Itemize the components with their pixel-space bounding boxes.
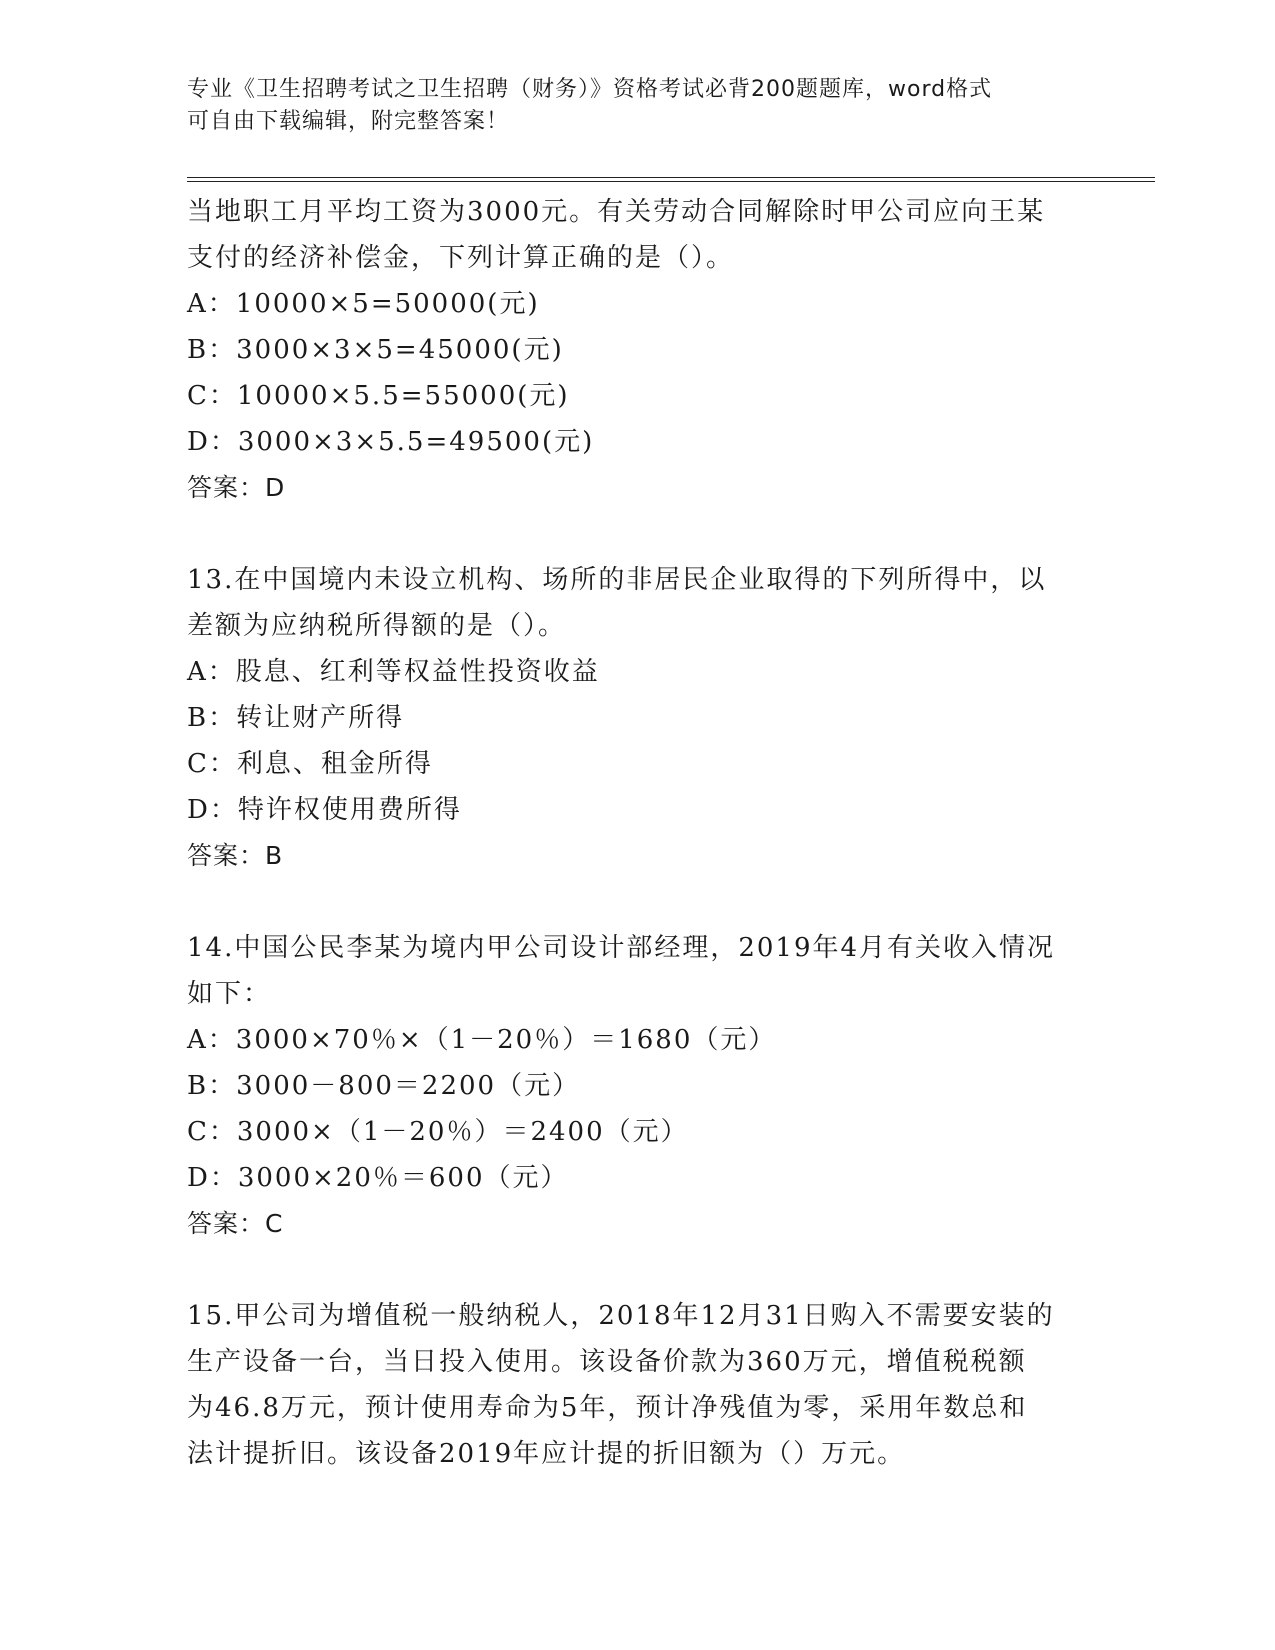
question-stem-line: 支付的经济补偿金，下列计算正确的是（）。 [187, 243, 735, 273]
option-a: A：3000×70％×（1－20％）＝1680（元） [187, 1025, 777, 1055]
option-a: A：10000×5=50000(元) [187, 289, 540, 319]
question-list [187, 189, 1087, 1477]
option-c: C：3000×（1－20％）＝2400（元） [187, 1117, 689, 1147]
option-b: B：3000×3×5=45000(元) [187, 335, 564, 365]
option-c: C：10000×5.5=55000(元) [187, 381, 570, 411]
header-divider [187, 177, 1155, 182]
question-15 [187, 1293, 1087, 1477]
answer-line: 答案：D [187, 473, 286, 502]
option-c: C：利息、租金所得 [187, 749, 433, 779]
spacer [187, 879, 1087, 925]
spacer [187, 511, 1087, 557]
header-line-2: 可自由下载编辑，附完整答案！ [187, 109, 510, 134]
spacer [187, 1247, 1087, 1293]
header-line-1: 专业《卫生招聘考试之卫生招聘（财务）》资格考试必背200题题库，word格式 [187, 77, 993, 102]
question-12 [187, 189, 1087, 511]
question-stem-line: 如下： [187, 979, 272, 1009]
page-header [187, 74, 1087, 138]
question-stem-line: 14.中国公民李某为境内甲公司设计部经理，2019年4月有关收入情况 [187, 933, 1056, 963]
option-b: B：转让财产所得 [187, 703, 405, 733]
question-stem-line: 15.甲公司为增值税一般纳税人，2018年12月31日购入不需要安装的 [187, 1301, 1055, 1331]
option-a: A：股息、红利等权益性投资收益 [187, 657, 600, 687]
question-stem-line: 生产设备一台，当日投入使用。该设备价款为360万元，增值税税额 [187, 1347, 1027, 1377]
question-stem-line: 法计提折旧。该设备2019年应计提的折旧额为（）万元。 [187, 1439, 906, 1469]
answer-line: 答案：B [187, 841, 284, 870]
question-stem-line: 差额为应纳税所得额的是（）。 [187, 611, 567, 641]
option-d: D：3000×20％＝600（元） [187, 1163, 569, 1193]
option-d: D：特许权使用费所得 [187, 795, 462, 825]
question-stem-line: 为46.8万元，预计使用寿命为5年，预计净残值为零，采用年数总和 [187, 1393, 1028, 1423]
question-14 [187, 925, 1087, 1247]
option-d: D：3000×3×5.5=49500(元) [187, 427, 595, 457]
question-stem-line: 13.在中国境内未设立机构、场所的非居民企业取得的下列所得中，以 [187, 565, 1047, 595]
answer-line: 答案：C [187, 1209, 284, 1238]
option-b: B：3000－800＝2200（元） [187, 1071, 581, 1101]
question-stem-line: 当地职工月平均工资为3000元。有关劳动合同解除时甲公司应向王某 [187, 197, 1046, 227]
question-13 [187, 557, 1087, 879]
